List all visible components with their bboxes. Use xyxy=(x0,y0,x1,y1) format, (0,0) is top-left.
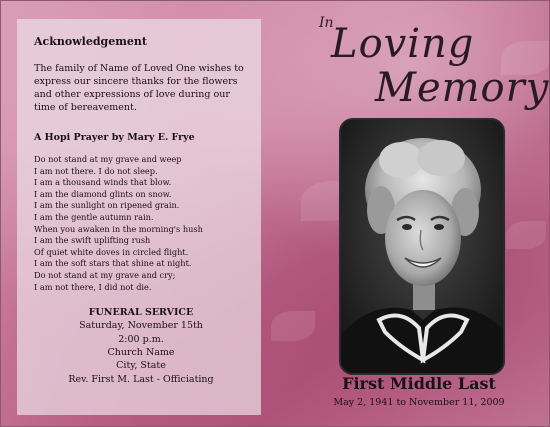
service-title: FUNERAL SERVICE xyxy=(88,307,194,319)
prayer-line: I am the gentle autumn rain. xyxy=(34,211,154,222)
prayer-line: I am not there, I did not die. xyxy=(34,281,152,292)
prayer-poem xyxy=(34,154,251,293)
service-date: Saturday, November 15th xyxy=(79,320,203,332)
prayer-line: Do not stand at my grave and weep xyxy=(34,154,182,164)
heading-memory: Memory xyxy=(375,65,550,111)
prayer-line: I am the swift uplifting rush xyxy=(34,235,151,246)
deceased-name: First Middle Last xyxy=(342,374,496,393)
prayer-line: When you awaken in the morning's hush xyxy=(34,223,203,234)
prayer-line: I am a thousand winds that blow. xyxy=(34,177,172,188)
life-dates: May 2, 1941 to November 11, 2009 xyxy=(333,397,505,408)
service-time: 2:00 p.m. xyxy=(118,333,164,345)
prayer-line: Of quiet white doves in circled flight. xyxy=(34,246,189,257)
prayer-title: A Hopi Prayer by Mary E. Frye xyxy=(34,132,195,143)
portrait-photo xyxy=(339,118,505,375)
portrait-illustration xyxy=(341,120,503,373)
background-leaf xyxy=(506,221,546,249)
heading-loving: Loving xyxy=(331,21,475,67)
acknowledgement-text: The family of Name of Loved One wishes to express our sincere thanks for the flowers and other expressions of love during our time of bereavement. xyxy=(34,63,244,113)
prayer-line: I am the sunlight on ripened grain. xyxy=(34,200,180,211)
prayer-line: Do not stand at my grave and cry; xyxy=(34,269,176,280)
prayer-line: I am the diamond glints on snow. xyxy=(34,188,172,199)
acknowledgement-title: Acknowledgement xyxy=(34,35,147,48)
heading-in: In xyxy=(319,15,334,31)
background-leaf xyxy=(271,311,315,341)
inside-text-panel xyxy=(17,19,261,415)
prayer-line: I am not there. I do not sleep. xyxy=(34,165,158,176)
service-officiant: Rev. First M. Last - Officiating xyxy=(68,373,214,385)
service-location: City, State xyxy=(116,360,166,372)
prayer-line: I am the soft stars that shine at night. xyxy=(34,258,192,269)
service-church: Church Name xyxy=(107,347,175,359)
funeral-service-block xyxy=(31,306,251,386)
